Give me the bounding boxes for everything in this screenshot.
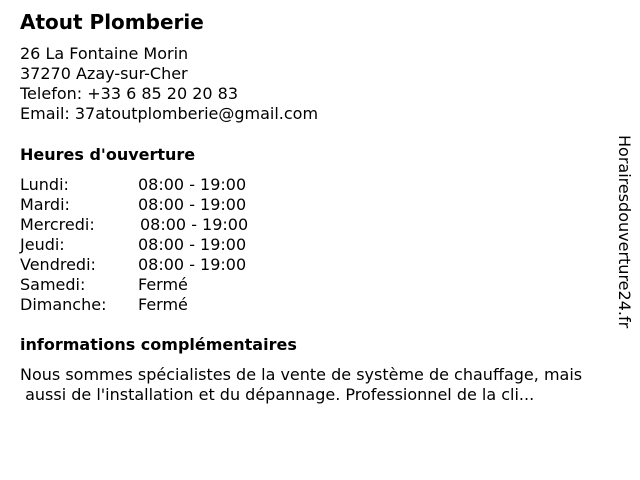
hours-row-saturday [20, 275, 320, 295]
email-address: Email: 37atoutplomberie@gmail.com [20, 104, 319, 123]
time-value: 08:00 - 19:00 [138, 195, 247, 214]
hours-row-wednesday [20, 215, 320, 235]
day-label: Vendredi: [20, 255, 96, 274]
day-label: Samedi: [20, 275, 86, 294]
description-line-2: aussi de l'installation et du dépannage. Professionnel de la cli... [20, 385, 535, 404]
time-value: 08:00 - 19:00 [138, 255, 247, 274]
time-value: Fermé [138, 295, 188, 314]
day-label: Lundi: [20, 175, 69, 194]
day-label: Mercredi: [20, 215, 95, 234]
business-name: Atout Plomberie [20, 10, 204, 34]
opening-hours-table [20, 175, 320, 315]
hours-row-sunday [20, 295, 320, 315]
site-brand-vertical [612, 135, 636, 350]
day-label: Dimanche: [20, 295, 107, 314]
day-label: Mardi: [20, 195, 70, 214]
opening-hours-heading: Heures d'ouverture [20, 145, 196, 164]
phone-number: Telefon: +33 6 85 20 20 83 [20, 84, 239, 103]
business-contact [20, 44, 318, 124]
hours-row-monday [20, 175, 320, 195]
time-value: 08:00 - 19:00 [138, 175, 247, 194]
address-street: 26 La Fontaine Morin [20, 44, 189, 63]
hours-row-tuesday [20, 195, 320, 215]
time-value: 08:00 - 19:00 [140, 215, 249, 234]
address-city: 37270 Azay-sur-Cher [20, 64, 188, 83]
additional-info-heading: informations complémentaires [20, 335, 297, 354]
hours-row-friday [20, 255, 320, 275]
time-value: 08:00 - 19:00 [138, 235, 247, 254]
hours-row-thursday [20, 235, 320, 255]
description-line-1: Nous sommes spécialistes de la vente de système de chauffage, mais [20, 365, 583, 384]
time-value: Fermé [138, 275, 188, 294]
additional-info-text [20, 365, 630, 405]
site-brand-text: Horairesdouverture24.fr [615, 135, 634, 329]
day-label: Jeudi: [20, 235, 65, 254]
